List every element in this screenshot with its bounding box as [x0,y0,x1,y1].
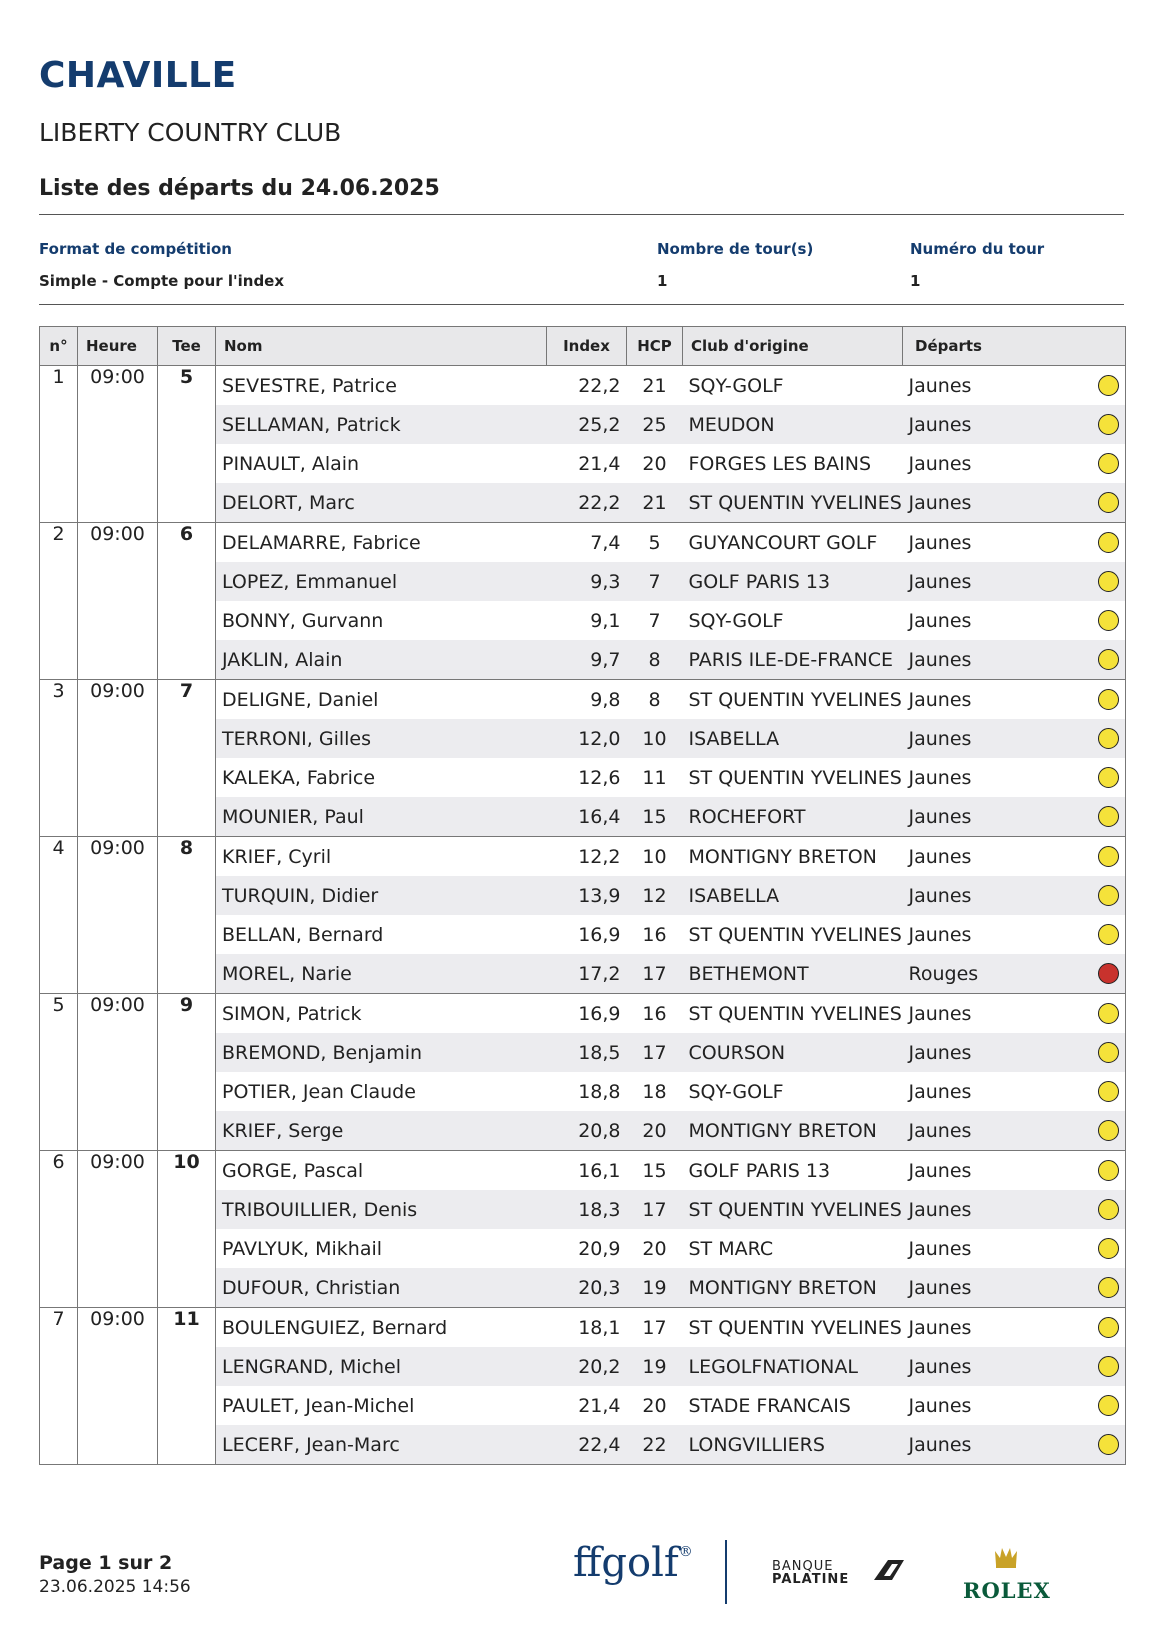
player-hcp: 25 [627,405,683,444]
player-depart: Jaunes [908,1394,972,1417]
player-club: ISABELLA [683,876,903,915]
player-depart-cell [903,483,1126,523]
player-club: GOLF PARIS 13 [683,562,903,601]
player-depart: Jaunes [908,1355,972,1378]
group-number: 6 [40,1151,78,1308]
player-depart: Jaunes [908,805,972,828]
tee-color-icon [1098,610,1119,631]
player-name: BONNY, Gurvann [222,609,384,632]
player-club: ST QUENTIN YVELINES [683,1308,903,1348]
tee-color-icon [1098,1395,1119,1416]
player-hcp: 10 [627,719,683,758]
player-name: PAVLYUK, Mikhail [222,1237,383,1260]
player-depart-cell [903,1308,1126,1348]
table-row [40,523,1126,563]
divider-info [39,304,1124,305]
tee-color-icon [1098,571,1119,592]
player-depart-cell [903,1111,1126,1151]
player-index: 12,6 [578,766,621,789]
player-index: 18,1 [547,1308,627,1348]
player-depart: Jaunes [908,452,972,475]
player-depart-cell [903,915,1126,954]
logo-separator [725,1540,727,1604]
player-hcp: 11 [642,766,667,789]
page-number: Page 1 sur 2 [39,1552,173,1574]
player-name: POTIER, Jean Claude [222,1080,416,1103]
player-hcp: 17 [627,1033,683,1072]
tee-color-icon [1098,414,1119,435]
tee-color-icon [1098,1277,1119,1298]
player-index: 9,8 [547,680,627,720]
player-hcp: 7 [627,562,683,601]
tee-number: 10 [158,1151,216,1308]
player-depart-cell [903,680,1126,720]
tee-color-icon [1098,1199,1119,1220]
player-hcp: 20 [642,1237,667,1260]
player-club: PARIS ILE-DE-FRANCE [683,640,903,680]
player-hcp: 10 [627,837,683,877]
tee-color-icon [1098,1238,1119,1259]
player-index: 20,9 [578,1237,621,1260]
player-index: 18,3 [547,1190,627,1229]
player-depart: Jaunes [908,1119,972,1142]
format-value: Simple - Compte pour l'index [39,272,285,290]
player-club: FORGES LES BAINS [688,452,872,475]
player-name: DELIGNE, Daniel [216,680,547,720]
player-index: 22,4 [547,1425,627,1465]
player-club: GUYANCOURT GOLF [683,523,903,563]
player-depart-cell [903,601,1126,640]
tee-color-icon [1098,649,1119,670]
player-depart-cell [903,1072,1126,1111]
banque-logo-line1: BANQUE [772,1559,834,1574]
player-index: 13,9 [547,876,627,915]
table-row [40,994,1126,1034]
player-depart-cell [903,1229,1126,1268]
player-club: MONTIGNY BRETON [683,1111,903,1151]
player-club: ISABELLA [683,719,903,758]
table-row [40,837,1126,877]
tee-color-icon [1098,453,1119,474]
tee-number: 8 [158,837,216,994]
banque-palatine-mark-icon [870,1556,906,1584]
tee-color-icon [1098,532,1119,553]
player-club: LONGVILLIERS [683,1425,903,1465]
list-title: Liste des départs du 24.06.2025 [39,176,440,201]
ffgolf-logo-text: ffgolf [573,1540,679,1586]
player-name: DELORT, Marc [216,483,547,523]
player-depart: Jaunes [908,884,972,907]
player-depart-cell [903,1268,1126,1308]
start-time: 09:00 [78,1308,158,1465]
player-depart: Jaunes [908,531,972,554]
player-depart: Jaunes [908,766,972,789]
player-hcp: 5 [627,523,683,563]
player-depart: Jaunes [908,727,972,750]
player-name: LENGRAND, Michel [216,1347,547,1386]
player-name: LECERF, Jean-Marc [216,1425,547,1465]
group-number: 2 [40,523,78,680]
player-name: GORGE, Pascal [216,1151,547,1191]
player-hcp: 20 [642,1394,667,1417]
player-depart: Jaunes [908,1080,972,1103]
tee-color-icon [1098,1434,1119,1455]
player-depart-cell [903,1347,1126,1386]
player-depart: Jaunes [908,1002,972,1025]
round-number-value: 1 [910,272,921,290]
player-hcp: 15 [627,797,683,837]
round-number-label: Numéro du tour [910,240,1045,258]
player-index: 16,9 [578,923,621,946]
player-index: 16,9 [547,994,627,1034]
player-depart: Jaunes [908,1316,972,1339]
player-hcp: 17 [627,954,683,994]
tee-color-icon [1098,492,1119,513]
banque-logo-line2: PALATINE [772,1572,850,1587]
player-depart: Jaunes [908,1159,972,1182]
player-name: SELLAMAN, Patrick [216,405,547,444]
player-club: COURSON [683,1033,903,1072]
col-header-heure: Heure [78,327,158,366]
player-name: MOUNIER, Paul [216,797,547,837]
player-name: TRIBOUILLIER, Denis [216,1190,547,1229]
print-datetime: 23.06.2025 14:56 [39,1577,191,1597]
col-header-club: Club d'origine [683,327,903,366]
table-row [40,680,1126,720]
tee-color-icon [1098,846,1119,867]
player-depart: Jaunes [908,1237,972,1260]
player-depart-cell [903,1386,1126,1425]
start-time: 09:00 [78,837,158,994]
col-header-hcp: HCP [627,327,683,366]
player-hcp: 21 [627,366,683,406]
player-depart: Jaunes [908,374,972,397]
player-index: 16,1 [547,1151,627,1191]
player-depart-cell [903,797,1126,837]
player-index: 21,4 [578,452,621,475]
player-depart: Jaunes [908,1433,972,1456]
divider-top [39,214,1124,215]
player-depart: Jaunes [908,609,972,632]
start-time: 09:00 [78,366,158,523]
player-depart-cell [903,876,1126,915]
player-hcp: 18 [642,1080,667,1103]
player-index: 9,1 [590,609,621,632]
club-name: LIBERTY COUNTRY CLUB [39,118,342,147]
player-depart-cell [903,1190,1126,1229]
player-name: DUFOUR, Christian [216,1268,547,1308]
player-name: KRIEF, Serge [216,1111,547,1151]
start-time: 09:00 [78,680,158,837]
group-number: 4 [40,837,78,994]
player-club: MEUDON [683,405,903,444]
player-depart-cell [903,758,1126,797]
tee-number: 7 [158,680,216,837]
table-row [40,366,1126,406]
player-club: ST QUENTIN YVELINES [683,680,903,720]
table-header-row [40,327,1126,366]
player-index: 7,4 [547,523,627,563]
tee-color-icon [1098,1356,1119,1377]
tee-color-icon [1098,728,1119,749]
player-index: 20,8 [547,1111,627,1151]
player-index: 22,2 [547,483,627,523]
player-hcp: 16 [642,923,667,946]
ffgolf-logo [573,1540,693,1586]
col-header-index: Index [547,327,627,366]
start-time: 09:00 [78,523,158,680]
group-number: 7 [40,1308,78,1465]
player-depart-cell [903,562,1126,601]
tee-color-icon [1098,963,1119,984]
player-depart-cell [903,405,1126,444]
player-club: ST QUENTIN YVELINES [683,1190,903,1229]
tee-number: 11 [158,1308,216,1465]
player-hcp: 19 [627,1268,683,1308]
format-label: Format de compétition [39,240,232,258]
player-depart-cell [903,954,1126,994]
player-hcp: 7 [648,609,661,632]
player-index: 20,2 [547,1347,627,1386]
start-list-table [39,326,1126,1465]
player-club: ST QUENTIN YVELINES [683,483,903,523]
banque-palatine-logo [772,1560,849,1586]
table-row [40,1151,1126,1191]
tee-color-icon [1098,375,1119,396]
player-name: TERRONI, Gilles [216,719,547,758]
tee-color-icon [1098,806,1119,827]
player-name: BREMOND, Benjamin [216,1033,547,1072]
table-row [40,1308,1126,1348]
player-depart: Jaunes [908,845,972,868]
player-index: 18,8 [578,1080,621,1103]
group-number: 3 [40,680,78,837]
player-hcp: 21 [627,483,683,523]
player-name: PAULET, Jean-Michel [222,1394,415,1417]
player-index: 17,2 [547,954,627,994]
player-club: STADE FRANCAIS [688,1394,851,1417]
player-club: SQY-GOLF [683,366,903,406]
player-index: 20,3 [547,1268,627,1308]
player-depart: Rouges [908,962,979,985]
player-depart-cell [903,994,1126,1034]
player-name: DELAMARRE, Fabrice [216,523,547,563]
player-name: KALEKA, Fabrice [222,766,376,789]
player-depart: Jaunes [908,1198,972,1221]
player-name: BELLAN, Bernard [222,923,384,946]
rolex-crown-icon [993,1545,1019,1569]
player-depart-cell [903,1033,1126,1072]
player-name: LOPEZ, Emmanuel [216,562,547,601]
player-depart: Jaunes [908,1276,972,1299]
player-depart-cell [903,1425,1126,1465]
player-name: SEVESTRE, Patrice [216,366,547,406]
player-hcp: 12 [627,876,683,915]
tee-color-icon [1098,767,1119,788]
player-club: ST QUENTIN YVELINES [688,766,902,789]
tee-color-icon [1098,1003,1119,1024]
start-time: 09:00 [78,994,158,1151]
player-hcp: 20 [627,1111,683,1151]
player-depart: Jaunes [908,491,972,514]
group-number: 1 [40,366,78,523]
player-club: SQY-GOLF [688,609,784,632]
start-time: 09:00 [78,1151,158,1308]
player-depart: Jaunes [908,1041,972,1064]
player-depart: Jaunes [908,688,972,711]
player-hcp: 15 [627,1151,683,1191]
player-name: BOULENGUIEZ, Bernard [216,1308,547,1348]
player-name: TURQUIN, Didier [216,876,547,915]
tee-color-icon [1098,1317,1119,1338]
player-name: PINAULT, Alain [222,452,360,475]
registered-icon: ® [678,1544,693,1560]
player-index: 22,2 [547,366,627,406]
tee-number: 5 [158,366,216,523]
group-number: 5 [40,994,78,1151]
player-depart: Jaunes [908,923,972,946]
player-hcp: 8 [627,640,683,680]
player-depart-cell [903,444,1126,483]
player-hcp: 22 [627,1425,683,1465]
player-hcp: 20 [642,452,667,475]
player-depart: Jaunes [908,570,972,593]
tee-color-icon [1098,1160,1119,1181]
player-club: GOLF PARIS 13 [683,1151,903,1191]
player-depart-cell [903,837,1126,877]
player-club: ST QUENTIN YVELINES [683,994,903,1034]
player-name: SIMON, Patrick [216,994,547,1034]
player-club: LEGOLFNATIONAL [683,1347,903,1386]
player-index: 9,7 [547,640,627,680]
player-hcp: 8 [627,680,683,720]
tee-color-icon [1098,1120,1119,1141]
tee-number: 9 [158,994,216,1151]
player-hcp: 19 [627,1347,683,1386]
col-header-tee: Tee [158,327,216,366]
tee-color-icon [1098,924,1119,945]
rounds-value: 1 [657,272,668,290]
col-header-num: n° [40,327,78,366]
player-club: ST MARC [688,1237,774,1260]
tee-number: 6 [158,523,216,680]
tee-color-icon [1098,885,1119,906]
player-depart-cell [903,640,1126,680]
player-club: MONTIGNY BRETON [683,1268,903,1308]
player-name: KRIEF, Cyril [216,837,547,877]
tee-color-icon [1098,1081,1119,1102]
player-hcp: 17 [627,1190,683,1229]
player-depart-cell [903,719,1126,758]
player-name: JAKLIN, Alain [216,640,547,680]
player-index: 18,5 [547,1033,627,1072]
col-header-nom: Nom [216,327,547,366]
player-club: SQY-GOLF [688,1080,784,1103]
col-header-departs: Départs [903,327,1126,366]
tee-color-icon [1098,1042,1119,1063]
player-club: ROCHEFORT [683,797,903,837]
rounds-label: Nombre de tour(s) [657,240,814,258]
player-club: ST QUENTIN YVELINES [688,923,902,946]
rolex-logo: ROLEX [963,1578,1051,1603]
player-index: 12,0 [547,719,627,758]
player-index: 21,4 [578,1394,621,1417]
player-depart-cell [903,366,1126,406]
tee-color-icon [1098,689,1119,710]
player-name: MOREL, Narie [216,954,547,994]
player-depart: Jaunes [908,413,972,436]
player-index: 16,4 [547,797,627,837]
player-index: 9,3 [547,562,627,601]
player-index: 25,2 [547,405,627,444]
player-depart-cell [903,1151,1126,1191]
player-depart-cell [903,523,1126,563]
player-hcp: 16 [627,994,683,1034]
page-title: CHAVILLE [39,55,237,96]
player-depart: Jaunes [908,648,972,671]
player-index: 12,2 [547,837,627,877]
player-club: BETHEMONT [683,954,903,994]
player-hcp: 17 [627,1308,683,1348]
player-club: MONTIGNY BRETON [683,837,903,877]
